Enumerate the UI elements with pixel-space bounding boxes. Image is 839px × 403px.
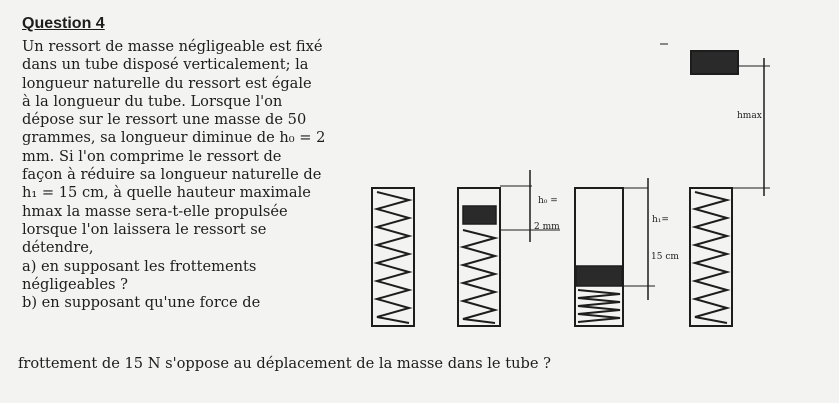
statement-line: négligeables ? — [22, 275, 128, 293]
mass-block — [463, 206, 496, 224]
statement-line: grammes, sa longueur diminue de h₀ = 2 — [22, 129, 326, 147]
statement-line: b) en supposant qu'une force de — [22, 294, 261, 312]
statement-line: longueur naturelle du ressort est égale — [22, 74, 312, 92]
mass-block — [691, 51, 738, 74]
mass-block — [576, 266, 622, 286]
tube-2-spring-with-mass — [458, 170, 560, 326]
h0-value-label: 2 mm — [534, 222, 560, 232]
statement-line: a) en supposant les frottements — [22, 257, 257, 275]
statement-line: dans un tube disposé verticalement; la — [22, 56, 309, 74]
h1-value-label: 15 cm — [651, 252, 679, 262]
statement-line: Un ressort de masse négligeable est fixé — [22, 38, 323, 55]
statement-line: hmax la masse sera-t-elle propulsée — [22, 202, 288, 220]
h0-label: h₀ = — [538, 196, 558, 206]
tube-1-spring-natural — [372, 188, 414, 326]
statement-line: détendre, — [22, 239, 94, 257]
tube-3-spring-compressed — [575, 178, 655, 326]
statement-line: mm. Si l'on comprime le ressort de — [22, 147, 282, 165]
statement-line: dépose sur le ressort une masse de 50 — [22, 111, 307, 129]
h1-label: h₁= — [652, 215, 669, 225]
statement-line: façon à réduire sa longueur naturelle de — [22, 166, 322, 184]
question-title: Question 4 — [22, 15, 105, 32]
statement-line: à la longueur du tube. Lorsque l'on — [22, 92, 283, 110]
hmax-label: hmax — [737, 111, 762, 121]
statement-last-line: frottement de 15 N s'oppose au déplacement de la masse dans le tube ? — [18, 355, 551, 372]
statement-line: lorsque l'on laissera le ressort se — [22, 220, 267, 238]
tube-4-mass-projected — [660, 44, 770, 326]
statement-line: h₁ = 15 cm, à quelle hauteur maximale — [22, 184, 311, 202]
